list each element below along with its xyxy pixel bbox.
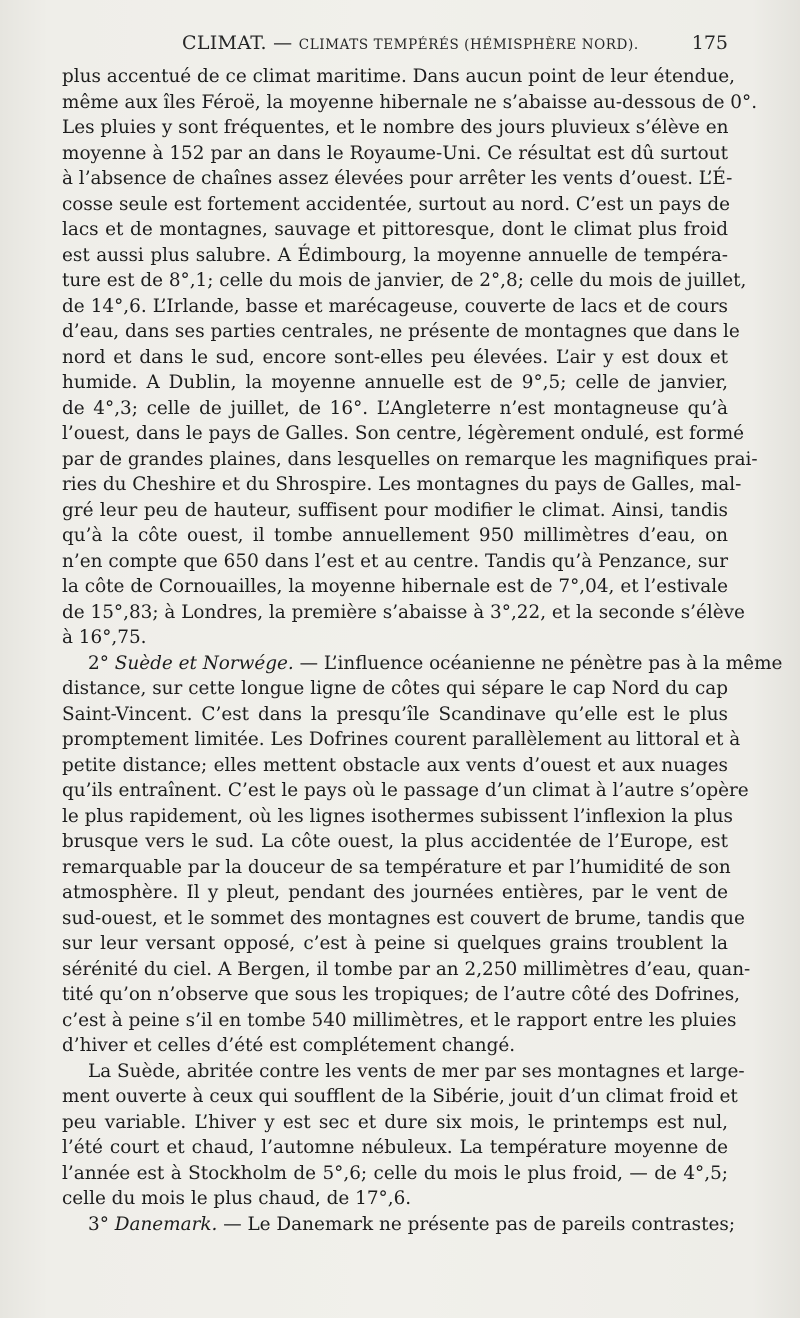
text-line (62, 294, 728, 320)
line-text: moyenne à 152 par an dans le Royaume-Uni. Ce résultat est dû surtout (62, 142, 728, 164)
text-line (62, 625, 728, 651)
line-text: de 14°,6. L’Irlande, basse et marécageuse, couverte de lacs et de cours (62, 295, 728, 317)
line-text: qu’ils entraînent. C’est le pays où le passage d’un climat à l’autre s’opère (62, 780, 749, 801)
text-line (62, 727, 741, 753)
line-text: humide. A Dublin, la moyenne annuelle est de 9°,5; celle de janvier, (62, 372, 728, 393)
line-text: celle du mois le plus chaud, de 17°,6. (62, 1188, 412, 1209)
running-head-main: CLIMAT. — (182, 32, 299, 54)
line-text: même aux îles Féroë, la moyenne hibernale ne s’abaisse au-dessous de 0°. (62, 91, 758, 113)
text-line (62, 778, 749, 804)
text-line (62, 804, 733, 830)
text-line (62, 90, 758, 116)
line-text: remarquable par la douceur de sa température et par l’humidité de son (62, 856, 731, 878)
line-text: d’hiver et celles d’été est complétement changé. (62, 1035, 516, 1056)
text-line (62, 855, 731, 881)
text-line (62, 1008, 737, 1034)
line-text: de 15°,83; à Londres, la première s’abaisse à 3°,22, et la seconde s’élève (62, 601, 745, 623)
text-line (62, 421, 745, 447)
text-line (62, 523, 728, 549)
text-line (62, 1135, 728, 1161)
text-line (62, 600, 745, 626)
text-line (62, 115, 728, 141)
line-text: — Le Danemark ne présente pas de pareils contrastes; (217, 1213, 736, 1235)
line-text: sur leur versant opposé, c’est à peine si quelques grains troublent la (62, 933, 728, 954)
section-heading: Suède et Norwége. (114, 652, 294, 674)
text-line (62, 1084, 738, 1110)
line-text: Saint-Vincent. C’est dans la presqu’île Scandinave qu’elle est le plus (62, 703, 728, 725)
line-text: de 4°,3; celle de juillet, de 16°. L’Angleterre n’est montagneuse qu’à (62, 397, 728, 419)
line-text: plus accentué de ce climat maritime. Dans aucun point de leur étendue, (62, 66, 736, 87)
text-line (62, 472, 742, 498)
section-number: 2° (88, 652, 115, 674)
line-text: promptement limitée. Les Dofrines courent parallèlement au littoral et à (62, 729, 741, 750)
line-text: cosse seule est fortement accidentée, surtout au nord. C’est un pays de (62, 193, 730, 215)
text-line (62, 651, 783, 677)
line-text: atmosphère. Il y pleut, pendant des journées entières, par le vent de (62, 882, 728, 903)
line-text: c’est à peine s’il en tombe 540 millimètres, et le rapport entre les pluies (62, 1009, 737, 1031)
line-text: tité qu’on n’observe que sous les tropiques; de l’autre côté des Dofrines, (62, 984, 740, 1005)
running-head (62, 32, 728, 62)
line-text: à l’absence de chaînes assez élevées pour arrêter les vents d’ouest. L’É- (62, 168, 733, 189)
text-line (62, 931, 728, 957)
line-text: qu’à la côte ouest, il tombe annuellement 950 millimètres d’eau, on (62, 525, 728, 546)
section-heading: Danemark. (114, 1213, 218, 1235)
text-line (62, 1110, 728, 1136)
text-line (62, 141, 728, 167)
line-text: Les pluies y sont fréquentes, et le nombre des jours pluvieux s’élève en (62, 117, 729, 138)
line-text: brusque vers le sud. La côte ouest, la plus accidentée de l’Europe, est (62, 831, 728, 852)
line-text: sud-ouest, et le sommet des montagnes est couvert de brume, tandis que (62, 907, 745, 929)
line-text: d’eau, dans ses parties centrales, ne présente de montagnes que dans le (62, 321, 740, 342)
page-number: 175 (691, 32, 728, 54)
line-text: lacs et de montagnes, sauvage et pittoresque, dont le climat plus froid (62, 219, 728, 240)
line-text: gré leur peu de hauteur, suffisent pour modifier le climat. Ainsi, tandis (62, 499, 728, 521)
text-line (62, 1212, 736, 1238)
line-text: nord et dans le sud, encore sont-elles peu élevées. L’air y est doux et (62, 346, 728, 368)
line-text: à 16°,75. (62, 627, 147, 648)
line-text: n’en compte que 650 dans l’est et au centre. Tandis qu’à Penzance, sur (62, 550, 728, 572)
text-line (62, 268, 747, 294)
text-line (62, 1033, 728, 1059)
text-line (62, 166, 733, 192)
line-text: peu variable. L’hiver y est sec et dure six mois, le printemps est nul, (62, 1111, 728, 1133)
text-line (62, 243, 728, 269)
text-line (62, 1059, 745, 1085)
line-text: ries du Cheshire et du Shrospire. Les montagnes du pays de Galles, mal- (62, 474, 742, 495)
text-line (62, 574, 728, 600)
text-line (62, 396, 728, 422)
line-text: La Suède, abritée contre les vents de mer par ses montagnes et large- (88, 1060, 745, 1082)
line-text: l’année est à Stockholm de 5°,6; celle du mois le plus froid, — de 4°,5; (62, 1162, 728, 1184)
line-text: l’ouest, dans le pays de Galles. Son centre, légèrement ondulé, est formé (62, 423, 745, 444)
line-text: est aussi plus salubre. A Édimbourg, la moyenne annuelle de tempéra- (62, 244, 728, 266)
text-line (62, 192, 728, 218)
text-line (62, 906, 745, 932)
body-text (62, 64, 783, 1237)
text-line (62, 345, 728, 371)
section-number: 3° (88, 1213, 115, 1235)
text-line (62, 217, 728, 243)
text-line (62, 676, 728, 702)
text-line (62, 447, 758, 473)
line-text: ment ouverte à ceux qui soufflent de la Sibérie, jouit d’un climat froid et (62, 1086, 738, 1107)
text-line (62, 319, 740, 345)
running-head-title (182, 32, 639, 54)
line-text: la côte de Cornouailles, la moyenne hibernale est de 7°,04, et l’estivale (62, 576, 728, 597)
line-text: ture est de 8°,1; celle du mois de janvier, de 2°,8; celle du mois de juillet, (62, 270, 747, 291)
text-line (62, 498, 728, 524)
line-text: l’été court et chaud, l’automne nébuleux. La température moyenne de (62, 1137, 728, 1158)
line-text: sérénité du ciel. A Bergen, il tombe par an 2,250 millimètres d’eau, quan- (62, 958, 751, 980)
text-line (62, 1186, 728, 1212)
text-line (62, 753, 728, 779)
line-text: distance, sur cette longue ligne de côtes qui sépare le cap Nord du cap (62, 678, 728, 699)
text-line (62, 1161, 728, 1187)
line-text: par de grandes plaines, dans lesquelles on remarque les magnifiques prai- (62, 448, 758, 470)
text-line (62, 549, 728, 575)
text-line (62, 957, 751, 983)
line-text: — L’influence océanienne ne pénètre pas à la même (293, 652, 783, 674)
line-text: petite distance; elles mettent obstacle aux vents d’ouest et aux nuages (62, 754, 728, 776)
text-line (62, 880, 728, 906)
running-head-subtitle: CLIMATS TEMPÉRÉS (HÉMISPHÈRE NORD). (298, 37, 639, 53)
text-line (62, 64, 736, 90)
text-line (62, 370, 728, 396)
line-text: le plus rapidement, où les lignes isothermes subissent l’inflexion la plus (62, 805, 733, 827)
text-line (62, 702, 728, 728)
text-line (62, 982, 740, 1008)
text-line (62, 829, 728, 855)
